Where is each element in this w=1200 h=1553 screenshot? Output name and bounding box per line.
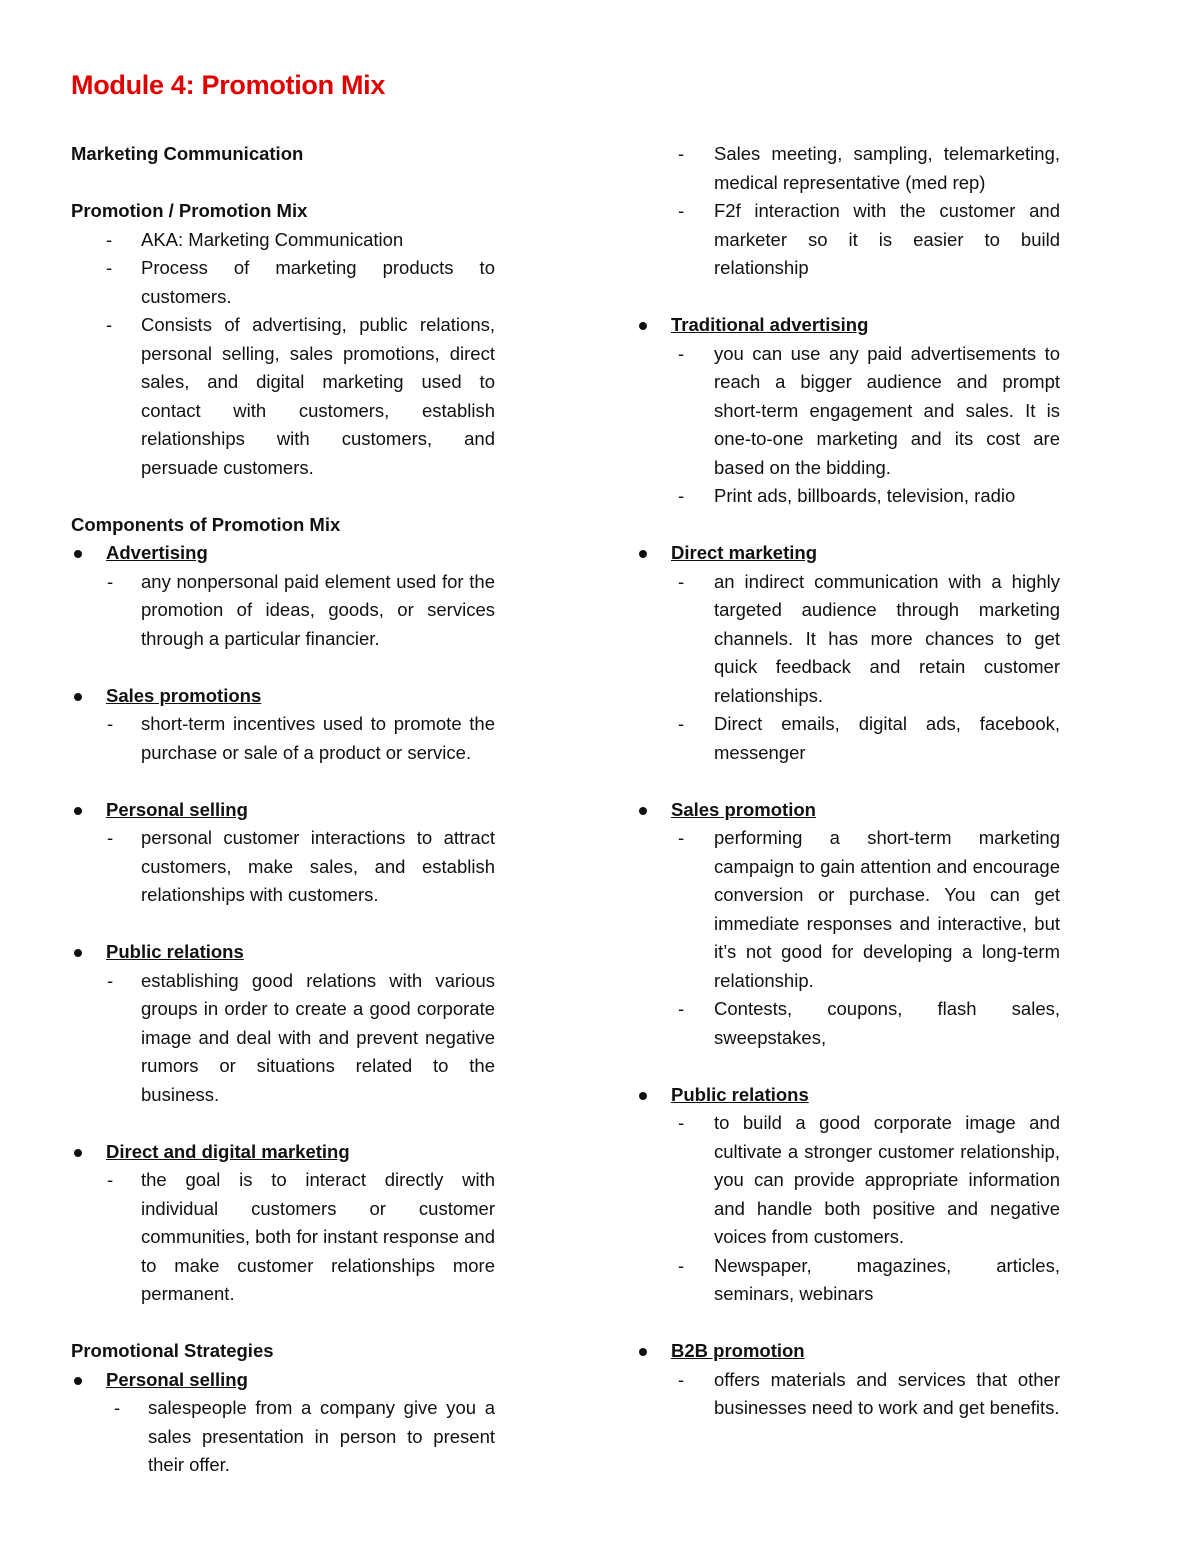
- list-item: - F2f interaction with the customer and marketer so it is easier to build relationship: [636, 197, 1060, 283]
- promotion-mix-list: [71, 226, 495, 483]
- component-direct-digital-marketing: Direct and digital marketing: [71, 1138, 495, 1167]
- list-item: - the goal is to interact directly with individual customers or customer communities, both for instant response and to make customer relationships more permanent.: [71, 1166, 495, 1309]
- promotion-mix-heading: Promotion / Promotion Mix: [71, 200, 308, 221]
- left-column: [71, 140, 495, 1480]
- bullet-icon: [74, 949, 82, 957]
- bullet-icon: [74, 807, 82, 815]
- list-item: - an indirect communication with a highly targeted audience through marketing channels. It has more chances to get quick feedback and retain customer relationships.: [636, 568, 1060, 711]
- page-title: Module 4: Promotion Mix: [71, 70, 386, 100]
- list-item: - personal customer interactions to attract customers, make sales, and establish relationships with customers.: [71, 824, 495, 910]
- dash-icon: -: [678, 998, 685, 1019]
- dash-icon: -: [107, 713, 114, 734]
- bullet-icon: [639, 1348, 647, 1356]
- dash-icon: -: [106, 314, 113, 335]
- list-item: - performing a short-term marketing campaign to gain attention and encourage conversion or purchase. You can get immediate responses and interactive, but it’s not good for developing a long-term relationship.: [636, 824, 1060, 995]
- bullet-icon: [74, 693, 82, 701]
- continued-list: [636, 140, 1060, 283]
- marketing-communication-heading: Marketing Communication: [71, 143, 304, 164]
- dash-icon: -: [678, 713, 685, 734]
- component-personal-selling: Personal selling: [71, 796, 495, 825]
- dash-icon: -: [678, 827, 685, 848]
- dash-icon: -: [678, 143, 685, 164]
- dash-icon: -: [107, 827, 114, 848]
- list-item: - Process of marketing products to customers.: [71, 254, 495, 311]
- list-item: - Newspaper, magazines, articles, seminars, webinars: [636, 1252, 1060, 1309]
- component-sales-promotions: Sales promotions: [71, 682, 495, 711]
- bullet-icon: [639, 807, 647, 815]
- dash-icon: -: [678, 1112, 685, 1133]
- dash-icon: -: [107, 969, 114, 991]
- list-item: - short-term incentives used to promote the purchase or sale of a product or service.: [71, 710, 495, 767]
- bullet-icon: [639, 1092, 647, 1100]
- bullet-icon: [74, 550, 82, 558]
- list-item: - to build a good corporate image and cultivate a stronger customer relationship, you can provide appropriate information and handle both positive and negative voices from customers.: [636, 1109, 1060, 1252]
- list-item: - you can use any paid advertisements to reach a bigger audience and prompt short-term engagement and sales. It is one-to-one marketing and its cost are based on the bidding.: [636, 340, 1060, 483]
- strategies-heading: Promotional Strategies: [71, 1340, 274, 1361]
- dash-icon: -: [106, 228, 113, 250]
- dash-icon: -: [114, 1397, 121, 1418]
- dash-icon: -: [678, 485, 685, 506]
- dash-icon: -: [106, 257, 113, 278]
- list-item: - Consists of advertising, public relations, personal selling, sales promotions, direct sales, and digital marketing used to contact with customers, establish relationships with customers, and persuade customers.: [71, 311, 495, 482]
- strategy-personal-selling: Personal selling: [71, 1366, 495, 1395]
- strategy-direct-marketing: Direct marketing: [636, 539, 1060, 568]
- bullet-icon: [639, 550, 647, 558]
- bullet-icon: [74, 1377, 82, 1385]
- dash-icon: -: [678, 570, 685, 592]
- dash-icon: -: [107, 570, 114, 592]
- dash-icon: -: [678, 1254, 685, 1276]
- bullet-icon: [74, 1149, 82, 1157]
- components-heading: Components of Promotion Mix: [71, 513, 341, 535]
- dash-icon: -: [107, 1169, 114, 1190]
- list-item: - Direct emails, digital ads, facebook, messenger: [636, 710, 1060, 767]
- list-item: - salespeople from a company give you a sales presentation in person to present their offer.: [71, 1394, 495, 1480]
- strategy-public-relations: Public relations: [636, 1081, 1060, 1110]
- dash-icon: -: [678, 342, 685, 364]
- strategy-sales-promotion: Sales promotion: [636, 796, 1060, 825]
- list-item: - Print ads, billboards, television, radio: [636, 482, 1060, 511]
- list-item: - Sales meeting, sampling, telemarketing, medical representative (med rep): [636, 140, 1060, 197]
- list-item: - offers materials and services that other businesses need to work and get benefits.: [636, 1366, 1060, 1423]
- component-public-relations: Public relations: [71, 938, 495, 967]
- strategy-b2b-promotion: B2B promotion: [636, 1337, 1060, 1366]
- list-item: - AKA: Marketing Communication: [71, 226, 495, 255]
- list-item: - establishing good relations with various groups in order to create a good corporate image and deal with and prevent negative rumors or situations related to the business.: [71, 967, 495, 1110]
- dash-icon: -: [678, 200, 685, 221]
- strategy-traditional-advertising: Traditional advertising: [636, 311, 1060, 340]
- component-advertising: Advertising: [71, 539, 495, 568]
- list-item: - any nonpersonal paid element used for the promotion of ideas, goods, or services through a particular financier.: [71, 568, 495, 654]
- right-column: [636, 140, 1060, 1423]
- list-item: - Contests, coupons, flash sales, sweepstakes,: [636, 995, 1060, 1052]
- bullet-icon: [639, 322, 647, 330]
- dash-icon: -: [678, 1368, 685, 1390]
